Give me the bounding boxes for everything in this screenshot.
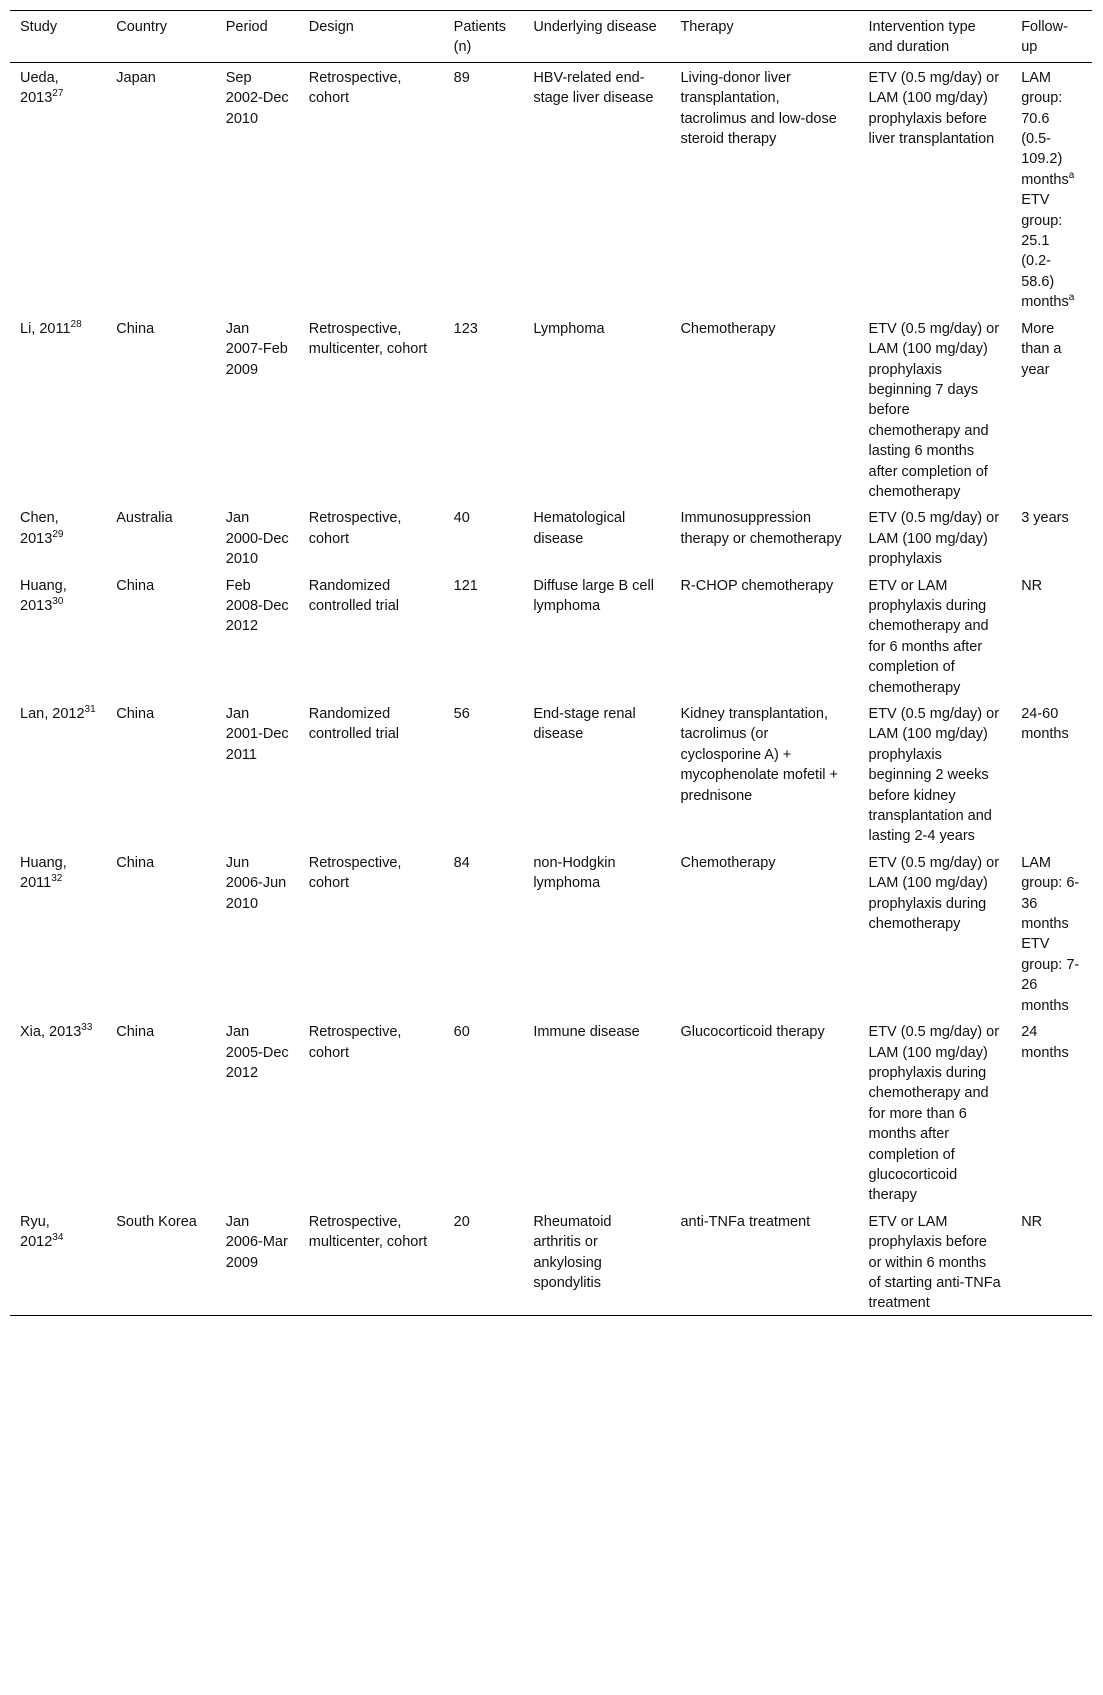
intervention-cell: ETV or LAM prophylaxis before or within 6 months of starting anti-TNFa treatment bbox=[868, 1213, 1001, 1312]
follow-up-line bbox=[1021, 1212, 1082, 1232]
reference-number: 32 bbox=[51, 873, 63, 885]
reference-number: 33 bbox=[81, 1022, 93, 1034]
follow-up-line bbox=[1021, 68, 1082, 190]
footnote-marker: a bbox=[1068, 292, 1075, 304]
therapy-cell: anti-TNFa treatment bbox=[680, 1213, 811, 1230]
follow-up-cell bbox=[1011, 314, 1092, 504]
design-cell: Retrospective, cohort bbox=[308, 1024, 402, 1061]
country-cell: Japan bbox=[116, 69, 156, 86]
disease-cell: End-stage renal disease bbox=[533, 706, 636, 743]
follow-up-text: ETV group: 7-26 months bbox=[1021, 936, 1080, 1014]
header-country: Country bbox=[116, 19, 168, 35]
follow-up-text: NR bbox=[1021, 577, 1043, 594]
follow-up-line bbox=[1021, 934, 1082, 1016]
table-row bbox=[10, 503, 1092, 570]
disease-cell: non-Hodgkin lymphoma bbox=[533, 854, 616, 892]
follow-up-line bbox=[1021, 190, 1082, 312]
patients-cell: 123 bbox=[453, 320, 478, 337]
header-therapy: Therapy bbox=[680, 19, 734, 35]
patients-cell: 84 bbox=[453, 854, 470, 871]
design-cell: Retrospective, cohort bbox=[308, 69, 402, 107]
study-name: Ryu, 2012 bbox=[20, 1213, 53, 1251]
design-cell: Randomized controlled trial bbox=[308, 706, 399, 743]
study-cell bbox=[10, 314, 106, 504]
follow-up-text: 3 years bbox=[1021, 510, 1069, 527]
design-cell: Retrospective, cohort bbox=[308, 510, 402, 547]
period-cell: Feb 2008-Dec 2012 bbox=[225, 577, 289, 635]
follow-up-line bbox=[1021, 319, 1082, 380]
header-intervention: Intervention type and duration bbox=[868, 19, 976, 56]
follow-up-line bbox=[1021, 576, 1082, 596]
study-characteristics-table bbox=[10, 10, 1092, 1316]
intervention-cell: ETV or LAM prophylaxis during chemotherapy and for 6 months after completion of chemotherapy bbox=[868, 577, 989, 696]
footnote-marker: a bbox=[1068, 169, 1075, 181]
header-underlying-disease: Underlying disease bbox=[533, 19, 657, 35]
intervention-cell: ETV (0.5 mg/day) or LAM (100 mg/day) prophylaxis during chemotherapy and for more than 6 months after completion of glucocorticoid therapy bbox=[868, 1024, 1000, 1204]
study-cell bbox=[10, 62, 106, 313]
follow-up-text: ETV group: 25.1 (0.2-58.6) months bbox=[1021, 192, 1069, 311]
study-cell bbox=[10, 699, 106, 848]
country-cell: China bbox=[116, 320, 155, 337]
disease-cell: Diffuse large B cell lymphoma bbox=[533, 577, 654, 614]
design-cell: Randomized controlled trial bbox=[308, 577, 399, 614]
table-row bbox=[10, 62, 1092, 313]
study-name: Ueda, 2013 bbox=[20, 69, 59, 107]
follow-up-text: 24 months bbox=[1021, 1024, 1069, 1061]
design-cell: Retrospective, multicenter, cohort bbox=[308, 1213, 428, 1251]
study-cell bbox=[10, 1017, 106, 1207]
header-design: Design bbox=[308, 19, 354, 35]
patients-cell: 56 bbox=[453, 706, 470, 722]
follow-up-line bbox=[1021, 508, 1082, 528]
follow-up-text: 24-60 months bbox=[1021, 706, 1069, 743]
disease-cell: Immune disease bbox=[533, 1024, 640, 1041]
country-cell: China bbox=[116, 854, 155, 871]
intervention-cell: ETV (0.5 mg/day) or LAM (100 mg/day) prophylaxis bbox=[868, 510, 1000, 568]
study-name: Xia, 2013 bbox=[20, 1024, 82, 1041]
period-cell: Jun 2006-Jun 2010 bbox=[225, 854, 287, 912]
table-header-row bbox=[10, 11, 1092, 63]
therapy-cell: Living-donor liver transplantation, tacrolimus and low-dose steroid therapy bbox=[680, 69, 837, 148]
patients-cell: 40 bbox=[453, 510, 470, 527]
country-cell: China bbox=[116, 577, 155, 594]
disease-cell: Rheumatoid arthritis or ankylosing spondylitis bbox=[533, 1213, 612, 1291]
follow-up-cell bbox=[1011, 503, 1092, 570]
period-cell: Jan 2001-Dec 2011 bbox=[225, 706, 289, 763]
follow-up-text: More than a year bbox=[1021, 320, 1062, 378]
patients-cell: 20 bbox=[453, 1213, 470, 1230]
study-name: Chen, 2013 bbox=[20, 510, 59, 547]
study-name: Huang, 2011 bbox=[20, 854, 67, 892]
study-name: Li, 2011 bbox=[20, 320, 71, 337]
patients-cell: 89 bbox=[453, 69, 470, 86]
reference-number: 27 bbox=[52, 88, 64, 100]
follow-up-cell bbox=[1011, 699, 1092, 848]
country-cell: China bbox=[116, 1024, 155, 1041]
period-cell: Sep 2002-Dec 2010 bbox=[225, 69, 289, 127]
disease-cell: Hematological disease bbox=[533, 510, 626, 547]
period-cell: Jan 2005-Dec 2012 bbox=[225, 1024, 289, 1081]
follow-up-line bbox=[1021, 704, 1082, 745]
therapy-cell: Chemotherapy bbox=[680, 854, 776, 871]
follow-up-line bbox=[1021, 853, 1082, 935]
header-patients: Patients (n) bbox=[453, 19, 507, 56]
period-cell: Jan 2006-Mar 2009 bbox=[225, 1213, 288, 1271]
therapy-cell: Chemotherapy bbox=[680, 320, 776, 337]
table-row bbox=[10, 1207, 1092, 1316]
period-cell: Jan 2007-Feb 2009 bbox=[225, 320, 288, 378]
table-body bbox=[10, 62, 1092, 1315]
design-cell: Retrospective, multicenter, cohort bbox=[308, 320, 428, 358]
study-cell bbox=[10, 1207, 106, 1316]
follow-up-cell bbox=[1011, 571, 1092, 699]
reference-number: 28 bbox=[70, 318, 82, 330]
country-cell: South Korea bbox=[116, 1213, 197, 1230]
study-cell bbox=[10, 503, 106, 570]
follow-up-text: LAM group: 70.6 (0.5-109.2) months bbox=[1021, 69, 1069, 188]
intervention-cell: ETV (0.5 mg/day) or LAM (100 mg/day) prophylaxis before liver transplantation bbox=[868, 69, 1000, 148]
patients-cell: 121 bbox=[453, 577, 478, 594]
reference-number: 31 bbox=[84, 704, 96, 715]
country-cell: Australia bbox=[116, 510, 173, 527]
table-row bbox=[10, 1017, 1092, 1207]
header-study: Study bbox=[20, 19, 58, 35]
intervention-cell: ETV (0.5 mg/day) or LAM (100 mg/day) prophylaxis during chemotherapy bbox=[868, 854, 1000, 933]
header-period: Period bbox=[225, 19, 268, 35]
header-follow-up: Follow-up bbox=[1021, 19, 1068, 56]
reference-number: 30 bbox=[52, 595, 64, 607]
intervention-cell: ETV (0.5 mg/day) or LAM (100 mg/day) prophylaxis beginning 7 days before chemotherapy and lasting 6 months after completion of chemotherapy bbox=[868, 320, 1000, 500]
study-name: Lan, 2012 bbox=[20, 706, 85, 722]
study-cell bbox=[10, 571, 106, 699]
follow-up-cell bbox=[1011, 1017, 1092, 1207]
therapy-cell: Kidney transplantation, tacrolimus (or cyclosporine A) + mycophenolate mofetil + prednisone bbox=[680, 706, 839, 804]
study-name: Huang, 2013 bbox=[20, 577, 67, 614]
follow-up-cell bbox=[1011, 1207, 1092, 1316]
follow-up-cell bbox=[1011, 848, 1092, 1017]
follow-up-text: NR bbox=[1021, 1213, 1043, 1230]
disease-cell: HBV-related end-stage liver disease bbox=[533, 69, 654, 107]
study-cell bbox=[10, 848, 106, 1017]
table-row bbox=[10, 699, 1092, 848]
therapy-cell: Glucocorticoid therapy bbox=[680, 1024, 825, 1041]
table-row bbox=[10, 848, 1092, 1017]
patients-cell: 60 bbox=[453, 1024, 470, 1041]
reference-number: 34 bbox=[52, 1232, 64, 1244]
reference-number: 29 bbox=[52, 528, 64, 540]
table-row bbox=[10, 314, 1092, 504]
intervention-cell: ETV (0.5 mg/day) or LAM (100 mg/day) prophylaxis beginning 2 weeks before kidney transplantation and lasting 2-4 years bbox=[868, 706, 1000, 845]
therapy-cell: R-CHOP chemotherapy bbox=[680, 577, 834, 594]
disease-cell: Lymphoma bbox=[533, 320, 605, 337]
table-row bbox=[10, 571, 1092, 699]
follow-up-text: LAM group: 6-36 months bbox=[1021, 854, 1080, 933]
follow-up-cell bbox=[1011, 62, 1092, 313]
follow-up-line bbox=[1021, 1022, 1082, 1063]
design-cell: Retrospective, cohort bbox=[308, 854, 402, 892]
country-cell: China bbox=[116, 706, 155, 722]
therapy-cell: Immunosuppression therapy or chemotherapy bbox=[680, 510, 842, 547]
period-cell: Jan 2000-Dec 2010 bbox=[225, 510, 289, 568]
